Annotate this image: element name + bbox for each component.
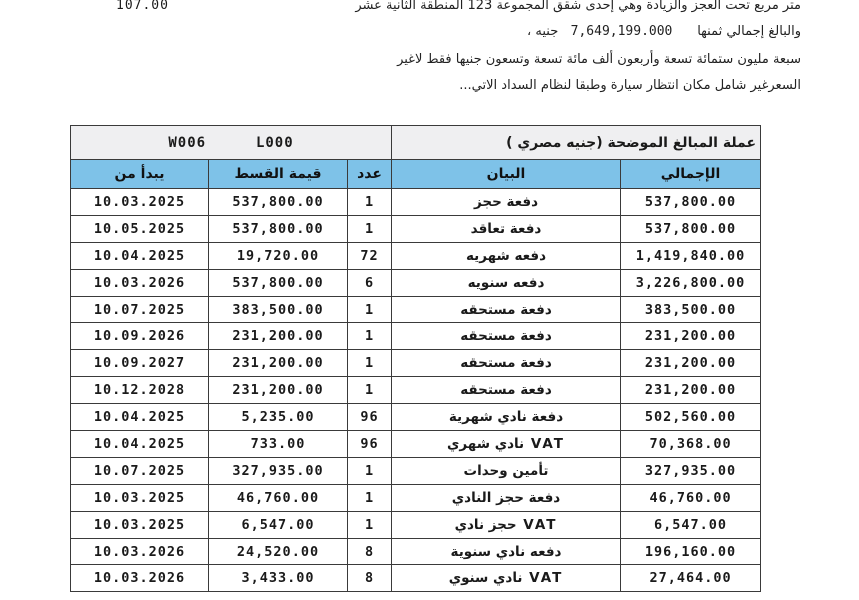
cell-start-date: 10.04.2025 <box>71 431 209 458</box>
cell-installment: 733.00 <box>209 431 348 458</box>
header-count: عدد <box>348 160 392 189</box>
cell-start-date: 10.07.2025 <box>71 457 209 484</box>
payment-schedule-table <box>70 125 761 592</box>
cell-start-date: 10.03.2025 <box>71 189 209 216</box>
cell-installment: 327,935.00 <box>209 457 348 484</box>
cell-start-date: 10.03.2025 <box>71 511 209 538</box>
table-row <box>71 215 761 242</box>
cell-installment: 5,235.00 <box>209 404 348 431</box>
table-row <box>71 350 761 377</box>
cell-total: 27,464.00 <box>621 565 761 592</box>
cell-count: 96 <box>348 431 392 458</box>
header-installment-value: قيمة القسط <box>209 160 348 189</box>
cell-installment: 19,720.00 <box>209 242 348 269</box>
table-row <box>71 511 761 538</box>
cell-count: 6 <box>348 269 392 296</box>
cell-total: 383,500.00 <box>621 296 761 323</box>
cell-start-date: 10.03.2025 <box>71 484 209 511</box>
cell-installment: 3,433.00 <box>209 565 348 592</box>
cell-start-date: 10.12.2028 <box>71 377 209 404</box>
cell-count: 1 <box>348 484 392 511</box>
cell-description: دفعه شهريه <box>392 242 621 269</box>
cell-start-date: 10.09.2027 <box>71 350 209 377</box>
paragraph-line-3: سبعة مليون ستمائة تسعة وأربعون ألف مائة تسعة وتسعون جنيها فقط لاغير <box>397 52 801 67</box>
cell-description: دفعه سنويه <box>392 269 621 296</box>
cell-installment: 231,200.00 <box>209 323 348 350</box>
table-row <box>71 538 761 565</box>
cell-total: 537,800.00 <box>621 215 761 242</box>
header-description: البيان <box>392 160 621 189</box>
table-row <box>71 323 761 350</box>
cell-count: 1 <box>348 350 392 377</box>
cell-count: 1 <box>348 457 392 484</box>
cell-total: 231,200.00 <box>621 323 761 350</box>
cell-installment: 383,500.00 <box>209 296 348 323</box>
cell-count: 8 <box>348 565 392 592</box>
table-row <box>71 404 761 431</box>
codes-cell <box>71 126 392 160</box>
table-title-row <box>71 126 761 160</box>
cell-description: دفعة مستحقه <box>392 350 621 377</box>
cell-installment: 537,800.00 <box>209 269 348 296</box>
table-row <box>71 242 761 269</box>
cell-count: 72 <box>348 242 392 269</box>
paragraph-line-4: السعرغير شامل مكان انتظار سيارة وطبقا لنظام السداد الاتي... <box>459 78 801 93</box>
cell-total: 6,547.00 <box>621 511 761 538</box>
cell-description: تأمين وحدات <box>392 457 621 484</box>
table-row <box>71 565 761 592</box>
cell-start-date: 10.03.2026 <box>71 269 209 296</box>
cell-installment: 6,547.00 <box>209 511 348 538</box>
table-row <box>71 377 761 404</box>
cell-description: دفعة مستحقه <box>392 296 621 323</box>
area-value: 107.00 <box>116 0 169 13</box>
cell-description: دفعة حجز <box>392 189 621 216</box>
cell-total: 231,200.00 <box>621 350 761 377</box>
cell-installment: 231,200.00 <box>209 377 348 404</box>
cell-total: 70,368.00 <box>621 431 761 458</box>
cell-description: VAT حجز نادي <box>392 511 621 538</box>
cell-count: 1 <box>348 189 392 216</box>
cell-count: 1 <box>348 215 392 242</box>
cell-count: 8 <box>348 538 392 565</box>
table-row <box>71 484 761 511</box>
price-amount: 7,649,199.000 <box>570 24 673 39</box>
cell-total: 327,935.00 <box>621 457 761 484</box>
paragraph-line-2 <box>527 24 801 39</box>
cell-start-date: 10.07.2025 <box>71 296 209 323</box>
cell-total: 3,226,800.00 <box>621 269 761 296</box>
cell-total: 1,419,840.00 <box>621 242 761 269</box>
price-label: والبالغ إجمالي ثمنها <box>697 24 801 39</box>
cell-description: دفعة نادي شهرية <box>392 404 621 431</box>
cell-count: 1 <box>348 377 392 404</box>
table-header-row <box>71 160 761 189</box>
cell-installment: 46,760.00 <box>209 484 348 511</box>
cell-start-date: 10.03.2026 <box>71 538 209 565</box>
cell-installment: 231,200.00 <box>209 350 348 377</box>
cell-count: 96 <box>348 404 392 431</box>
cell-description: VAT نادي سنوي <box>392 565 621 592</box>
cell-description: VAT نادي شهري <box>392 431 621 458</box>
cell-total: 231,200.00 <box>621 377 761 404</box>
paragraph-line-1: متر مربع تحت العجز والزيادة وهي إحدى شقق المجموعة 123 المنطقة الثانية عشر <box>355 0 801 13</box>
header-total: الإجمالي <box>621 160 761 189</box>
table-body <box>71 189 761 592</box>
table-row <box>71 296 761 323</box>
cell-installment: 537,800.00 <box>209 215 348 242</box>
cell-installment: 24,520.00 <box>209 538 348 565</box>
cell-start-date: 10.05.2025 <box>71 215 209 242</box>
cell-count: 1 <box>348 323 392 350</box>
table-row <box>71 431 761 458</box>
header-starts-from: يبدأ من <box>71 160 209 189</box>
cell-total: 502,560.00 <box>621 404 761 431</box>
cell-start-date: 10.09.2026 <box>71 323 209 350</box>
cell-description: دفعة مستحقه <box>392 377 621 404</box>
cell-start-date: 10.03.2026 <box>71 565 209 592</box>
price-unit: جنيه ، <box>527 24 559 39</box>
cell-description: دفعة حجز النادي <box>392 484 621 511</box>
table-row <box>71 457 761 484</box>
cell-total: 196,160.00 <box>621 538 761 565</box>
cell-installment: 537,800.00 <box>209 189 348 216</box>
cell-description: دفعة مستحقه <box>392 323 621 350</box>
table-row <box>71 189 761 216</box>
cell-total: 46,760.00 <box>621 484 761 511</box>
table-row <box>71 269 761 296</box>
cell-start-date: 10.04.2025 <box>71 242 209 269</box>
cell-start-date: 10.04.2025 <box>71 404 209 431</box>
cell-total: 537,800.00 <box>621 189 761 216</box>
code-w: W006 <box>168 134 207 151</box>
cell-description: دفعه نادي سنوية <box>392 538 621 565</box>
cell-count: 1 <box>348 296 392 323</box>
cell-description: دفعة تعاقد <box>392 215 621 242</box>
cell-count: 1 <box>348 511 392 538</box>
code-l: L000 <box>255 134 294 151</box>
currency-title: عملة المبالغ الموضحة (جنيه مصري ) <box>392 126 761 160</box>
